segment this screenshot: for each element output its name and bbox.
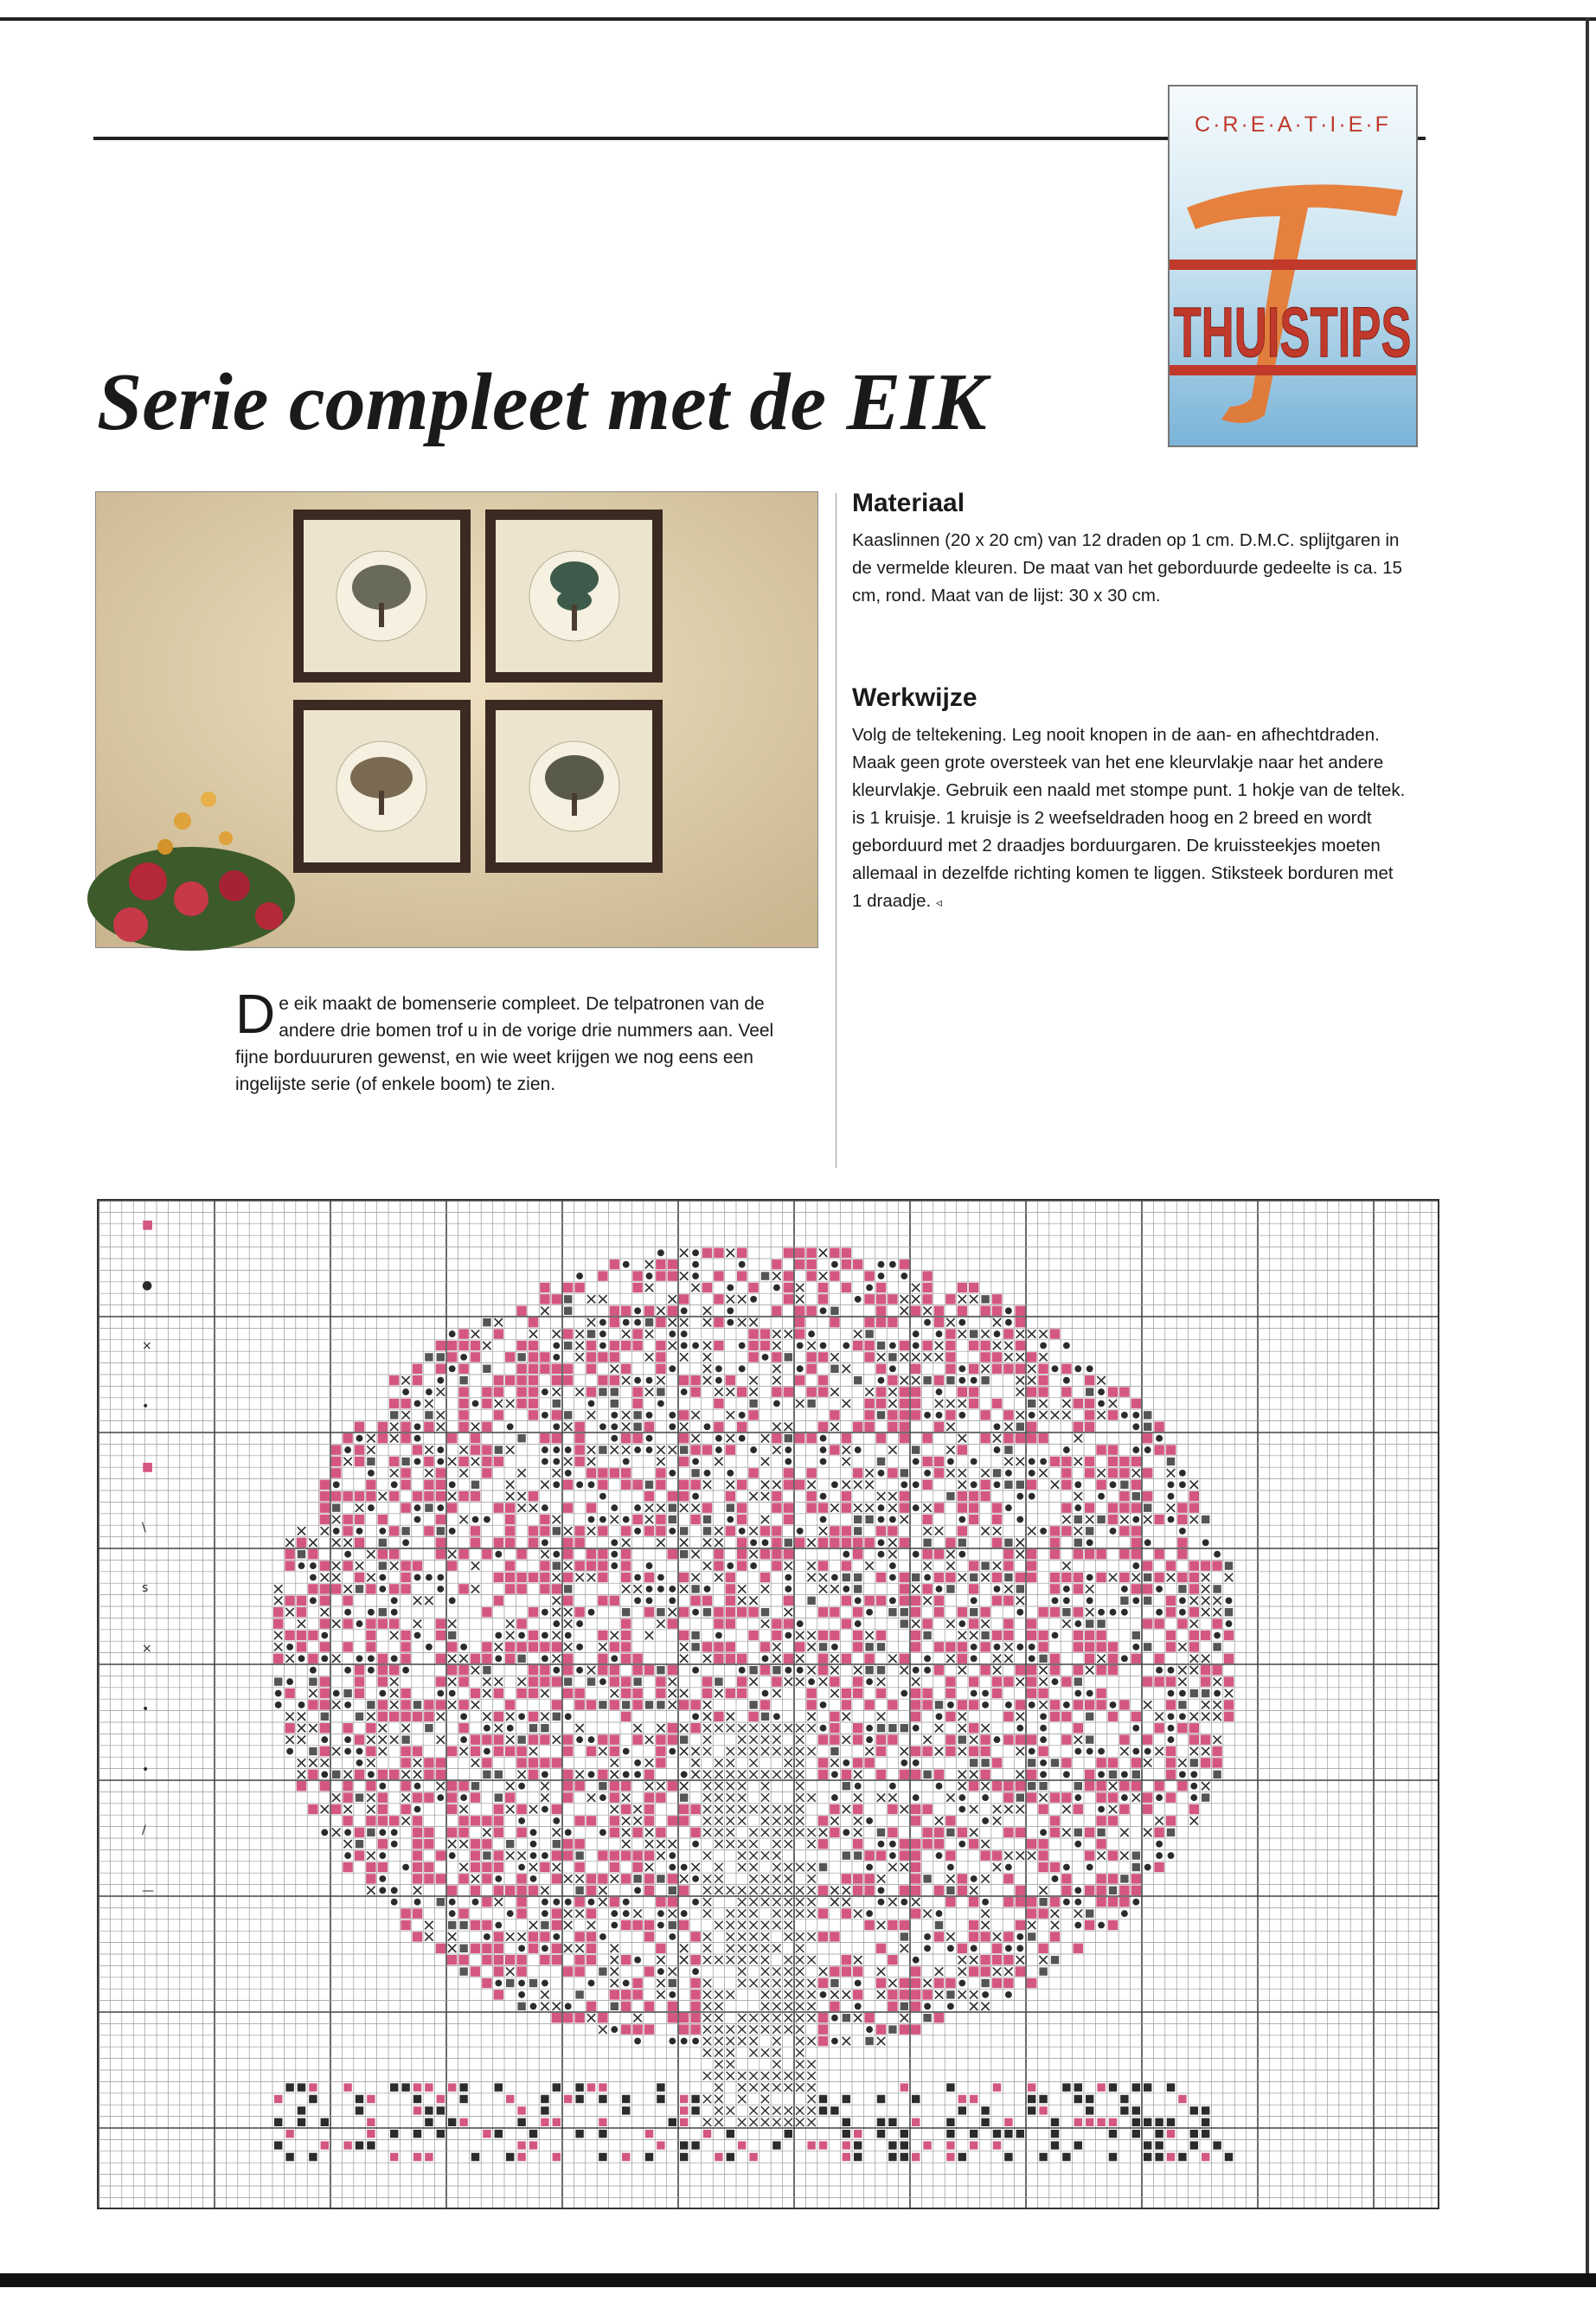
creatief-kicker: C·R·E·A·T·I·E·F xyxy=(1195,112,1391,137)
svg-text:—: — xyxy=(142,1884,154,1898)
werkwijze-body-wrap xyxy=(852,721,1406,916)
frame-bottom-right xyxy=(485,700,663,873)
creatief-thuistips-badge xyxy=(1168,85,1418,447)
frame-top-right xyxy=(485,510,663,683)
svg-text:\: \ xyxy=(142,1521,146,1535)
svg-text:•: • xyxy=(142,1400,150,1413)
werkwijze-body: Volg de teltekening. Leg nooit knopen in de aan- en afhechtdraden. Maak geen grote oversteek van het ene kleurvlakje naar het andere kleurvlakje. Gebruik een naald met stompe punt. 1 hokje van de teltek. is 1 kruisje. 1 kruisje is 2 weefseldraden hoog en 2 breed en wordt geborduurd met 2 draadjes borduurgaren. De kruissteekjes moeten allemaal in dezelfde richting komen te liggen. Stiksteek borduren met 1 draadje. xyxy=(852,725,1406,911)
werkwijze-section xyxy=(852,683,1406,916)
page-top-edge xyxy=(0,17,1596,21)
intro-text: e eik maakt de bomenserie compleet. De telpatronen van de andere drie bomen trof u in de vorige drie nummers aan. Veel fijne borduururen gewenst, en wie weet krijgen we nog eens een ingelijste serie (of enkele boom) te zien. xyxy=(235,994,774,1094)
svg-text:■: ■ xyxy=(142,1218,154,1232)
page-right-edge xyxy=(1586,17,1589,2284)
thuistips-wordmark: THUISTIPS xyxy=(1173,293,1412,372)
article-title: Serie compleet met de EIK xyxy=(97,357,987,447)
framed-embroideries-photo xyxy=(95,491,818,948)
frame-bottom-left xyxy=(293,700,471,873)
materiaal-heading: Materiaal xyxy=(852,489,965,517)
svg-text:×: × xyxy=(142,1642,152,1656)
materiaal-body: Kaaslinnen (20 x 20 cm) van 12 draden op 1 cm. D.M.C. splijtgaren in de vermelde kleuren. De maat van het geborduurde gedeelte is ca. 15 cm, rond. Maat van de lijst: 30 x 30 cm. xyxy=(852,530,1402,606)
svg-text:●: ● xyxy=(142,1279,153,1292)
intro-paragraph xyxy=(235,983,789,1098)
cross-stitch-grid xyxy=(99,1201,1438,2208)
svg-text:•: • xyxy=(142,1763,150,1777)
svg-text:×: × xyxy=(142,1339,152,1353)
materiaal-section xyxy=(852,489,1406,610)
intro-dropcap: D xyxy=(235,983,276,1045)
svg-text:•: • xyxy=(142,1702,150,1716)
thuistips-logo xyxy=(1170,87,1416,445)
svg-text:s: s xyxy=(142,1581,149,1595)
svg-text:/: / xyxy=(142,1823,146,1837)
frame-top-left xyxy=(293,510,471,683)
werkwijze-heading: Werkwijze xyxy=(852,683,977,712)
page-bottom-edge xyxy=(0,2273,1596,2287)
svg-text:■: ■ xyxy=(142,1460,154,1474)
cross-stitch-chart xyxy=(97,1199,1439,2209)
end-mark-icon: ◃ xyxy=(935,895,942,909)
